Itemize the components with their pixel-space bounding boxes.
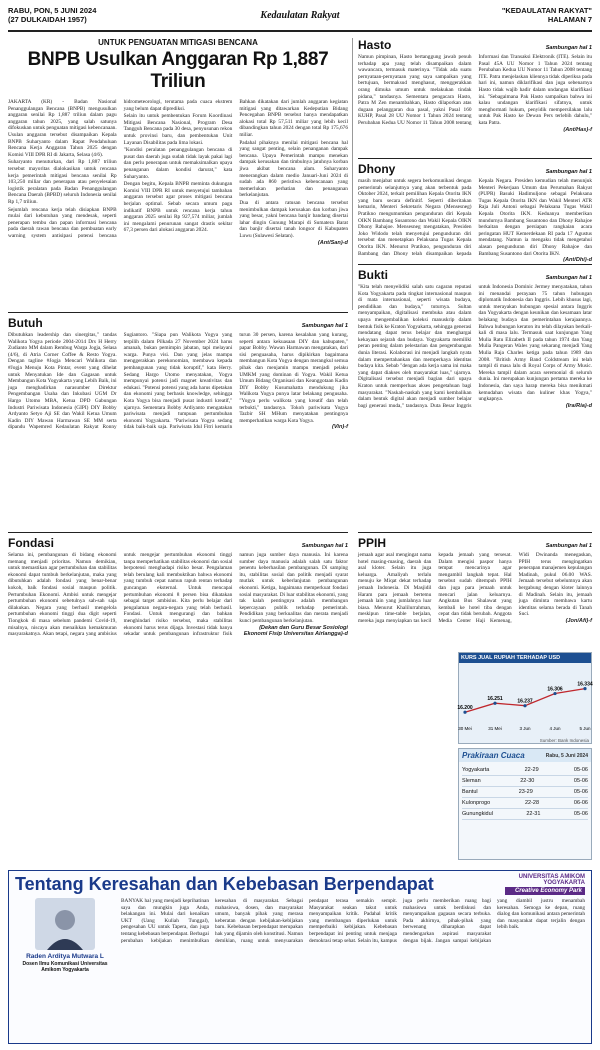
chart-plot [459, 663, 591, 733]
x-tick-label: 3 Jun [519, 726, 531, 731]
fondasi-body [8, 552, 348, 860]
x-tick-label: 30 Mei [458, 726, 472, 731]
lead-paragraph: Bahkan dikatakan dari jumlah anggaran kegiatan mitigasi yang ditawarkan Kedeputian Bidang Pencegahan BNPB tersebut hanya mendapatkan alokasi total Rp 57,511 miliar yang lebih kecil dibandingkan tahun 2024 dengan total Rp 175,676 miliar. [239, 99, 348, 138]
lead-headline: BNPB Usulkan Anggaran Rp 1,887 Triliun [27, 49, 329, 92]
dhony-credit: (Ant/Dhi)-d [563, 257, 592, 264]
date-line: RABU, PON, 5 JUNI 2024 [8, 6, 97, 15]
weather-table [459, 762, 591, 823]
author-role: Dosen Ilmu Komunikasi Universitas Amikom Yogyakarta [22, 961, 108, 973]
author-photo [35, 898, 95, 950]
weather-row [462, 776, 588, 787]
hasto-title: Hasto [358, 38, 392, 52]
weather-box [458, 748, 592, 860]
chart-title: KURS JUAL RUPIAH TERHADAP USD [459, 653, 591, 663]
page-header [8, 6, 592, 32]
lead-paragraph: "Kondisi peralatan penanggulangan bencana di pusat dan daerah juga sudah tidak layak pakai lagi dan perlu penerapan untuk memaksimalkan upaya penanganan dalam kondisi darurat," kata Suharyanto. [123, 147, 233, 180]
butuh-credit: (Vin)-f [332, 424, 348, 431]
hasto-sambung: Sambungan hal 1 [545, 45, 592, 51]
fondasi-story [8, 536, 348, 866]
butuh-story [8, 316, 348, 528]
weather-date: Rabu, 5 Juni 2024 [545, 752, 588, 759]
butuh-body [8, 332, 348, 524]
lead-body [8, 99, 348, 314]
fondasi-credit: (Dekan dan Guru Besar Sosiologi Ekonomi Fisip Universitas Airlangga)-d [243, 624, 348, 637]
section-line: "KEDAULATAN RAKYAT" [501, 6, 592, 15]
section-block [502, 6, 592, 24]
hijri-line: (27 DULKAIDAH 1957) [8, 15, 87, 24]
bukti-credit: (Ira/Ria)-d [565, 402, 592, 409]
paper-name: Kedaulatan Rakyat [260, 10, 340, 21]
x-tick-label: 31 Mei [488, 726, 502, 731]
weather-wind: 05-06 [573, 767, 588, 773]
dhony-sambung: Sambungan hal 1 [545, 169, 592, 175]
bukti-body [358, 284, 592, 524]
ppih-title: PPIH [358, 536, 387, 550]
weather-temp: 22-31 [526, 811, 541, 817]
weather-wind: 06-06 [573, 800, 588, 806]
dhony-story [358, 162, 592, 270]
weather-temp: 22-29 [524, 767, 539, 773]
weather-city: Bantul [462, 789, 478, 795]
university-logo [505, 874, 585, 895]
lead-paragraph: Sejumlah rencana kerja telah disiapkan BNPB mulai dari kebutuhan yang mendesak, seperti penerapan tembu dan papan informasi bencana pada daerah rawan bencana dan pembuatan early warning system antisipasi potensi bencana hidrometeorologi, terutama pada cuaca ekstrem yang belum dapat diprediksi. [8, 99, 233, 239]
weather-temp: 22-30 [520, 778, 535, 784]
ad-title: Tentang Keresahan dan Kebebasan Berpendapat [15, 874, 434, 894]
weather-title: Prakiraan Cuaca [462, 751, 525, 760]
hasto-text: Namun pimpinan, Hasto bertanggung jawab penuh terhadap apa yang telah disampaikan dalam wawancara, termasuk materinya. "Tidak ada suatu pernyataan-pernyataan yang saya sampaikan yang bertujuan, bermaksud menghasut, menggerakkan orang dimuka umum untuk melakukan tindak pidana," tandasnya. Sementara pengacara Hasto, Patra M Zen menambahkan, Hasto dilaporkan atas dugaan pelanggaran dua pasal, yakni Pasal 160 KUHP, Pasal 28 UU Nomor 1 Tahun 2024 tentang Perubahan Kedua UU Nomor 11 Tahun 2008 tentang Informasi dan Transaksi Elektronik (ITE). Selain itu Pasal 45A UU Nomor 1 Tahun 2024 tentang Perubahan Kedua UU Nomor 11 Tahun 2008 tentang ITE. Patra menjelaskan kliennya tidak diperiksa pada hari ini, namun diklarifikasi dan juga sebenarnya Hasto tidak wajib hadir dalam undangan klarifikasi ini. "Sebagaimana Pak Hasto sampaikan bahwa ini kalau undangan klarifikasi sifatnya, untuk menghormati hukum, penyidik mempersilakan lalu untuk Pak Hasto ke Dewan Pers terlebih dahulu," kata Patra. [358, 54, 592, 126]
butuh-text: Dibutuhkan leadership dan sinergitas," tandas Walikota Yogya periode 2004-2014 Drs H Herry Zudianto MM dalam Rembug Warga Jogja, Selasa (4/6), di Atria Corner Coffee & Resto Yogya. Dengan tagline #Jogja Mencari Walikota dan #Jogja Menuju Kota Pintar, event yang dihelat untuk Menyatukan Ide dan Gagasan untuk Membangun Kota Yogyakarta yang Lebih Baik, ini juga menghadirkan narasumber Direktur Pengembangan Usaha dan Inkubasi UGM Dr Hargo Utomo MBA, Ketua DPD Gabungan Industri Pariwisata Indonesia (GIPI) DIY Bobby Ardyanto Setyo Aji SE dan Wakil Ketua Umum Kadin DIY Mawan Harmawan SE MM serta dipandu Wapemred Kedaulatan Rakyat Ronny Sugiantoro. "Siapa pun Walikota Yogya yang terpilih dalam Pilkada 27 November 2024 harus amanah, bukan pemimpin jabatan, tapi melayani warga. Punya visi. Dan yang jelas mampu menggerakkan perekonomian, membawa kepada pembangunan yang tidak koruptif," kata Herry. Sedang Hargo Utomo menyatakan, Yogya mempunyai potensi jadi magnet kreativitas dan edukasi. "Potensi potensi yang ada harus dipetakan dan ekonomi yang berbasis knowledge, sehingga Kota Yogya bisa menjadi pusat industri kreatif," ujarnya. Sementara Bobby Ardiyanto mengatakan pariwisata menjadi tumpuan pertumbuhan ekonomi Yogyakarta. "Pariwisata Yogya sedang tidak baik-baik saja. Pariwisata Idul Fitri kemarin turun 30 persen, karena kesalahan yang kurang, seperti antara kekuasaan DIY dan kabupaten," papar Bobby. Wawan Harmawan mengatakan, dari sisi penguasaha, harus dipikirkan bagaimana membangun Kota Yogya dengan merangkul semua pihak dan menjamin mampu menjadi pelaku UMKM yang dominan di Yogya. Wakil Ketua Umum Bidang Organisasi dan Keanggotaan Kadin DIY Bobby Kusumahatta mendukung jika Walikota Yogya punya latar belakang pengusaha. "Yogya perlu walikota yang kreatif dan telah terbukti," tandasnya. Tokoh pariwisata Yogya Tazbir SH MHum menyatakan pentingnya memperhatikan warga Kota Yogya. [8, 332, 348, 431]
author-box [15, 898, 115, 1038]
data-label: 16.251 [487, 696, 503, 703]
butuh-title: Butuh [8, 316, 43, 330]
dhony-text: masih menjabat untuk segera berkomunikasi dengan pemerintah selanjutnya yang akan terbentuk pada Oktober 2024, terkait pemilihan Kepala Otorita IKN yang baru secara definitif. Seperti diberitakan kemarin, Menteri Sekretaris Negara (Mensesneg) Pratikno mengumumkan pengunduran diri Kepala OIKN Bambang Susantono dan Wakil Kepala OIKN Dhony Rahajoe. Mensesneg mengatakan, Presiden Joko Widodo telah menyetujui pengunduran diri tersebut dan menetapkan Pelaksana Tugas Kepala Otorita IKN. Menurut Pratikno, pengunduran diri Bambang dan Dhony telah disampaikan kepada Kepala Negara. Presiden kemudian telah menunjuk Menteri Pekerjaan Umum dan Perumahan Rakyat (PUPR) Basuki Hadimuljono sebagai Pelaksana Tugas Kepala Otorita IKN dan Wakil Menteri ATR Raja Juli Antoni sebagai Pelaksana Tugas Wakil Kepala Otorita IKN. Keduanya memberikan mundurnya Bambang Susantono dan Dhony Rahajoe berkaitan dengan persiapan rangkaian acara peringatan HUT Kemerdekaan RI pada 17 Agustus mendatang. Namun ia mengaku tidak mengetahui alasan pengunduran diri Dhony Rahajoe dan Bambang Susantono dari Otorita IKN. [358, 178, 592, 257]
fondasi-sambung: Sambungan hal 1 [301, 543, 348, 549]
ad-body: BANYAK hal yang menjadi keprihatinan saya dan mungkin juga Anda, belakangan ini. Mulai dari kenaikan UKT (Uang Kuliah Tunggal), pengesahan UU untuk Tapera, dan juga tentang kebebasan berpendapat. Berbagai perubahan kebijakan menimbulkan keresahan di masyarakat. Sebagai mahasiswa, dosen, dan masyarakat umum, banyak pihak yang merasa keberatan dengan kebijakan-kebijakan baru. Kebebasan berpendapat merupakan hak yang dijamin oleh konstitusi. Namun demikian, ruang untuk menyuarakan pendapat terasa semakin sempit. Masyarakat seakan takut untuk menyampaikan kritik. Padahal kritik yang membangun diperlukan untuk memperbaiki kebijakan. Kebebasan berpendapat ini penting untuk menjaga demokrasi tetap sehat. Selain itu, kampus juga perlu memberikan ruang bagi mahasiswa untuk berdiskusi dan menyampaikan gagasan secara terbuka. Pada akhirnya, pihak-pihak yang berwenang diharapkan dapat mendengarkan aspirasi masyarakat dengan bijak. Jangan sampai kebijakan yang diambil justru menambah keresahan. Semoga ke depan, ruang dialog dan komunikasi antara pemerintah dan masyarakat dapat terjalin dengan lebih baik. [121, 898, 585, 944]
fondasi-title: Fondasi [8, 536, 55, 550]
data-label: 16.334 [577, 681, 593, 688]
lead-paragraph: Dengan begitu, Kepala BNPB meminta dukungan Komisi VIII DPR RI untuk menyetujui tambahan anggaran tersebut agar proses mitigasi bencana berjalan optimal. Sebab secara umum pagu indikatif BNPB untuk rencana kerja tahun anggaran 2025 senilai Rp 927,574 miliar, jumlah ini mengalami penurunan sangat drastis sekitar 67,3 persen dari alokasi anggaran 2024. [123, 181, 233, 234]
bukti-title: Bukti [358, 268, 388, 282]
weather-row [462, 787, 588, 798]
weather-wind: 05-06 [573, 778, 588, 784]
dhony-title: Dhony [358, 162, 396, 176]
data-label: 16.237 [517, 698, 533, 705]
weather-temp: 23-29 [518, 789, 533, 795]
ppih-story [358, 536, 592, 648]
ppih-body [358, 552, 592, 652]
ppih-text: jemaah agar asal mengingat nama hotel masing-masing, daerah dan asal kloter. Selain itu juga keluarga. Amaliyah terlalu menuju ke Miqat dekat terhadap jemaah Indonesia. Di Masjidil Haram para jemaah bertemu jemaah lain yang jumlahnya luar biasa. Menurut Khalilurrahman, meskipun time-table berjalan, mereka juga menyiapkan tas kecil kepada jemaah yang tersesat. Dalam mengisi paspor hanya tempat mencarinya agar mengambil langkah tepat. Hal tersebut sudah ditempuh PPIH dan juga para jemaah untuk mencari jalan keluarnya. Angkutan Bus Shalawat yang kembali ke hotel tiba dengan cepat dan tidak berubah. Anggota Media Center Haji Kemenag, Widi Dwinanda menegaskan, PPIH terus mengingatkan penerapan manajemen kepulangan Madinah, pukul 06.00 WAS. Jemaah tersebut sebelumnya akan bergabung dengan kloter lainnya di Madinah. Selain itu, jemaah juga diminta membawa kartu identitas selama berada di Tanah Suci. [358, 552, 592, 624]
lead-story [8, 38, 348, 314]
ppih-sambung: Sambungan hal 1 [545, 543, 592, 549]
divider [358, 532, 592, 533]
weather-wind: 05-06 [573, 811, 588, 817]
data-label: 16.200 [457, 705, 473, 712]
weather-row [462, 798, 588, 809]
fondasi-text: Selama ini, pembangunan di bidang ekonomi memang menjadi prioritas. Namun demikian, untuk memastikan agar pertumbuhan dan stabilitas ekonomi dapat tumbuh berkelanjutan, maka yang dibutuhkan adalah fondasi yang benar-benar kokoh, baik fondasi sosial maupun politik. Pertumbuhan Ekonomi. Ambisi untuk mengejar pertumbuhan ekonomi sebetulnya sah-sah saja dilakukan. Negara yang berhasil mengelola pertumbuhan ekonomi tinggi dua digit seperti Tiongkok di masa sebelum pandemi Covid-19, misalnya, niscaya akan menaikkan kemakmuran masyarakatnya. Akan tetapi, negara yang ambisius untuk mengejar pertumbuhan ekonomi tinggi tanpa memperhatikan stabilitas ekonomi dan sosial berpotensi menghadapi risiko besar. Pengalaman telah berulang kali membuktikan bahwa ekonomi yang tumbuh cepat namun rapuh rentan terhadap guncangan eksternal. Untuk mencapai pertumbuhan ekonomi 8 persen bisa dikatakan sebagai target ambisius. Kita perlu belajar dari pengalaman negara-negara yang telah berhasil. Fondasi. Untuk mengurangi dan bahkan menghindari risiko tersebut, maka stabilitas ekonomi harus terus dijaga. Investasi tidak hanya sekadar untuk pembangunan infrastruktur fisik namun juga sumber daya manusia. Ini karena sumber daya manusia adalah salah satu faktor penentu keberhasilan pembangunan. Di samping itu, stabilitas sosial dan politik menjadi syarat mutlak untuk keberlanjutan pembangunan ekonomi. Ketiga, bagaimana memperkuat fondasi sosial masyarakat. Di luar stabilitas ekonomi, yang tak kalah pentingnya adalah membangun kepercayaan publik terhadap pemerintah. Pendidikan yang berkualitas dan merata menjadi kunci pembangunan berkelanjutan. [8, 552, 348, 638]
weather-city: Kulonprogo [462, 800, 491, 806]
butuh-sambung: Sambungan hal 1 [301, 323, 348, 329]
bukti-text: "Kita telah menyelidiki salah satu cagaran reputasi Kota Yogyakarta pada tingkat internasional maupun di mata internasional, seperti wisata budaya, pendidikan dan budaya," tuturnya. Sultan menyampaikan, digitalisasi membuka atau dalam upaya mengembalikan koleksi manuskrip dalam bentuk fisik ke Kraton Yogyakarta, sehingga generasi mendatang dapat terus belajar dan menghargai kekayaan sejarah dan budaya. Yogyakarta memiliki peran penting dalam pelestarian dan pengembangan dunia literasi. Kolaborasi ini menjadi langkah nyata dalam mempertahankan dan memperkaya identitas budaya kita. Sebab "dengan ada kerja sama ini maka yang dapat diakses oleh masyarakat luas," ujarnya. Digitalisasi tersebut menjadi bagian dari upaya Kraton untuk memperluas akses pengetahuan bagi masyarakat. "Naskah-naskah yang kami kembalikan dalam bentuk digital akan menjadi sumber belajar bagi generasi muda," tandasnya. Duta Besar Inggris untuk Indonesia Dominic Jermey menyatakan, tahun ini menandai perayaan 75 tahun hubungan diplomatik Indonesia dan Inggris. Lebih khusus lagi, untuk merayakan hubungan spesial antara Inggris dan Yogyakarta dengan keunikan dan kesamaan latar belakang budaya dan pemerintahan kerajaannya. Bahwa hubungan keraton itu telah dilayakan berkali-kali di masa lalu. Termasuk saat kunjungan Yang Mulia Ratu Elizabeth II pada tahun 1974 dan Yang Mulia Pangeran Wales yang sekarang menjadi Yang Mulia Raja Charles ketiga pada tahun 1989 dan 2008. "British Army Band Coldstream ini telah tampil di masa lalu di Royal Corps of Army Music. Mereka tampil dalam acara seremonial di seluruh dunia. Ini merupakan kunjungan pertama mereka ke Indonesia, dan saya harap mereka bisa menikmati kemudahan wisata dan kuliner khas Yogya," ungkapnya. [358, 284, 592, 409]
university-name: UNIVERSITAS AMIKOM YOGYAKARTA [518, 874, 585, 886]
lead-paragraph: Suharyanto menuturkan, dari Rp 1,887 triliun tersebut mayoritas dialokasikan untuk rencana kerja pemerintah mitigasi bencana senilai Rp 103,250 miliar dan penerapan atau penyelesaian logistik peralatan pada Badan Penanggulangan Bencana Daerah (BPBD) seluruh Indonesia senilai Rp 1,7 triliun. [8, 159, 117, 205]
chart-source: Sumber: Bank Indonesia [539, 738, 589, 743]
person-icon [45, 904, 85, 950]
weather-city: Yogyakarta [462, 767, 490, 773]
hasto-story [358, 38, 592, 156]
lead-paragraph: Dua di antara ratusan bencana tersebut menimbulkan dampak kerusakan dan korban jiwa yang besar, yakni bencana banjir bandang disertai lahar dingin Gunung Marapi di Sumatera Barat dan banjir disertai tanah longsor di Kabupaten Luwu (Sulawesi Selatan). [239, 199, 348, 239]
weather-temp: 22-28 [524, 800, 540, 806]
dhony-body [358, 178, 592, 264]
tagline: Creative Economy Park [505, 887, 585, 895]
x-tick-label: 4 Jun [549, 726, 561, 731]
divider [8, 312, 348, 313]
lead-paragraph: JAKARTA (KR) - Badan Nasional Penanggulangan Bencana (BNPB) mengusulkan anggaran senilai Rp 1,887 triliun dalam pagu anggaran tahun 2025, yang salah satunya difokuskan untuk penguatan mitigasi kebencanaan. Usulan anggaran tersebut disampaikan Kepala BNPB Suharyanto dalam Rapat Pendahuluan Rencana Kerja Anggaran Tahun 2025 dengan Komisi VIII DPR RI di Jakarta, Selasa (4/6). [8, 99, 117, 158]
lead-paragraph: Selain itu untuk pembentukan Forum Koordinasi Mitigasi Bencana Nasional, Program Desa Tangguh Bencana pada 30 desa, penyusunan rekon untuk provinsi baru, dan pembentukan Unit Layanan Disabilitas pada lima lokasi. [123, 113, 233, 146]
x-tick-label: 5 Jun [579, 726, 591, 731]
lead-credit: (Ant/San)-d [317, 240, 348, 247]
author-name: Raden Arditya Mutwara L [26, 953, 104, 960]
weather-row [462, 765, 588, 776]
column-divider [352, 38, 353, 310]
opinion-ad [8, 870, 592, 1044]
weather-city: Sleman [462, 778, 481, 784]
page-number: HALAMAN 7 [547, 15, 592, 24]
hasto-credit: (Ant/Has)-f [563, 126, 592, 133]
lead-kicker: UNTUK PENGUATAN MITIGASI BENCANA [98, 38, 258, 47]
divider [8, 532, 348, 533]
bukti-story [358, 268, 592, 530]
weather-wind: 05-06 [573, 789, 588, 795]
hasto-body [358, 54, 592, 149]
weather-row [462, 809, 588, 820]
data-label: 16.306 [547, 686, 563, 693]
weather-city: Gunungkidul [462, 811, 493, 817]
exchange-rate-chart [458, 652, 592, 744]
ppih-credit: (Jon/Afi)-f [565, 617, 592, 624]
lead-paragraph: Padahal pihaknya menilai mitigasi bencana hal yang sangat penting, selain penanganan dampak bencana. Upaya Pemerintah mampu menekan dampak kerusakan dan timbulnya jatuhnya korban jiwa akibat bencana alam. Suharyanto menerangkan dalam medio Januari-Juni 2024 di sudah ada 860 peristiwa kebencanaan yang memerlukan perhatian dan penanganan berkelanjutan. [239, 139, 348, 199]
divider [358, 264, 592, 265]
bukti-sambung: Sambungan hal 1 [545, 275, 592, 281]
divider [358, 158, 592, 159]
